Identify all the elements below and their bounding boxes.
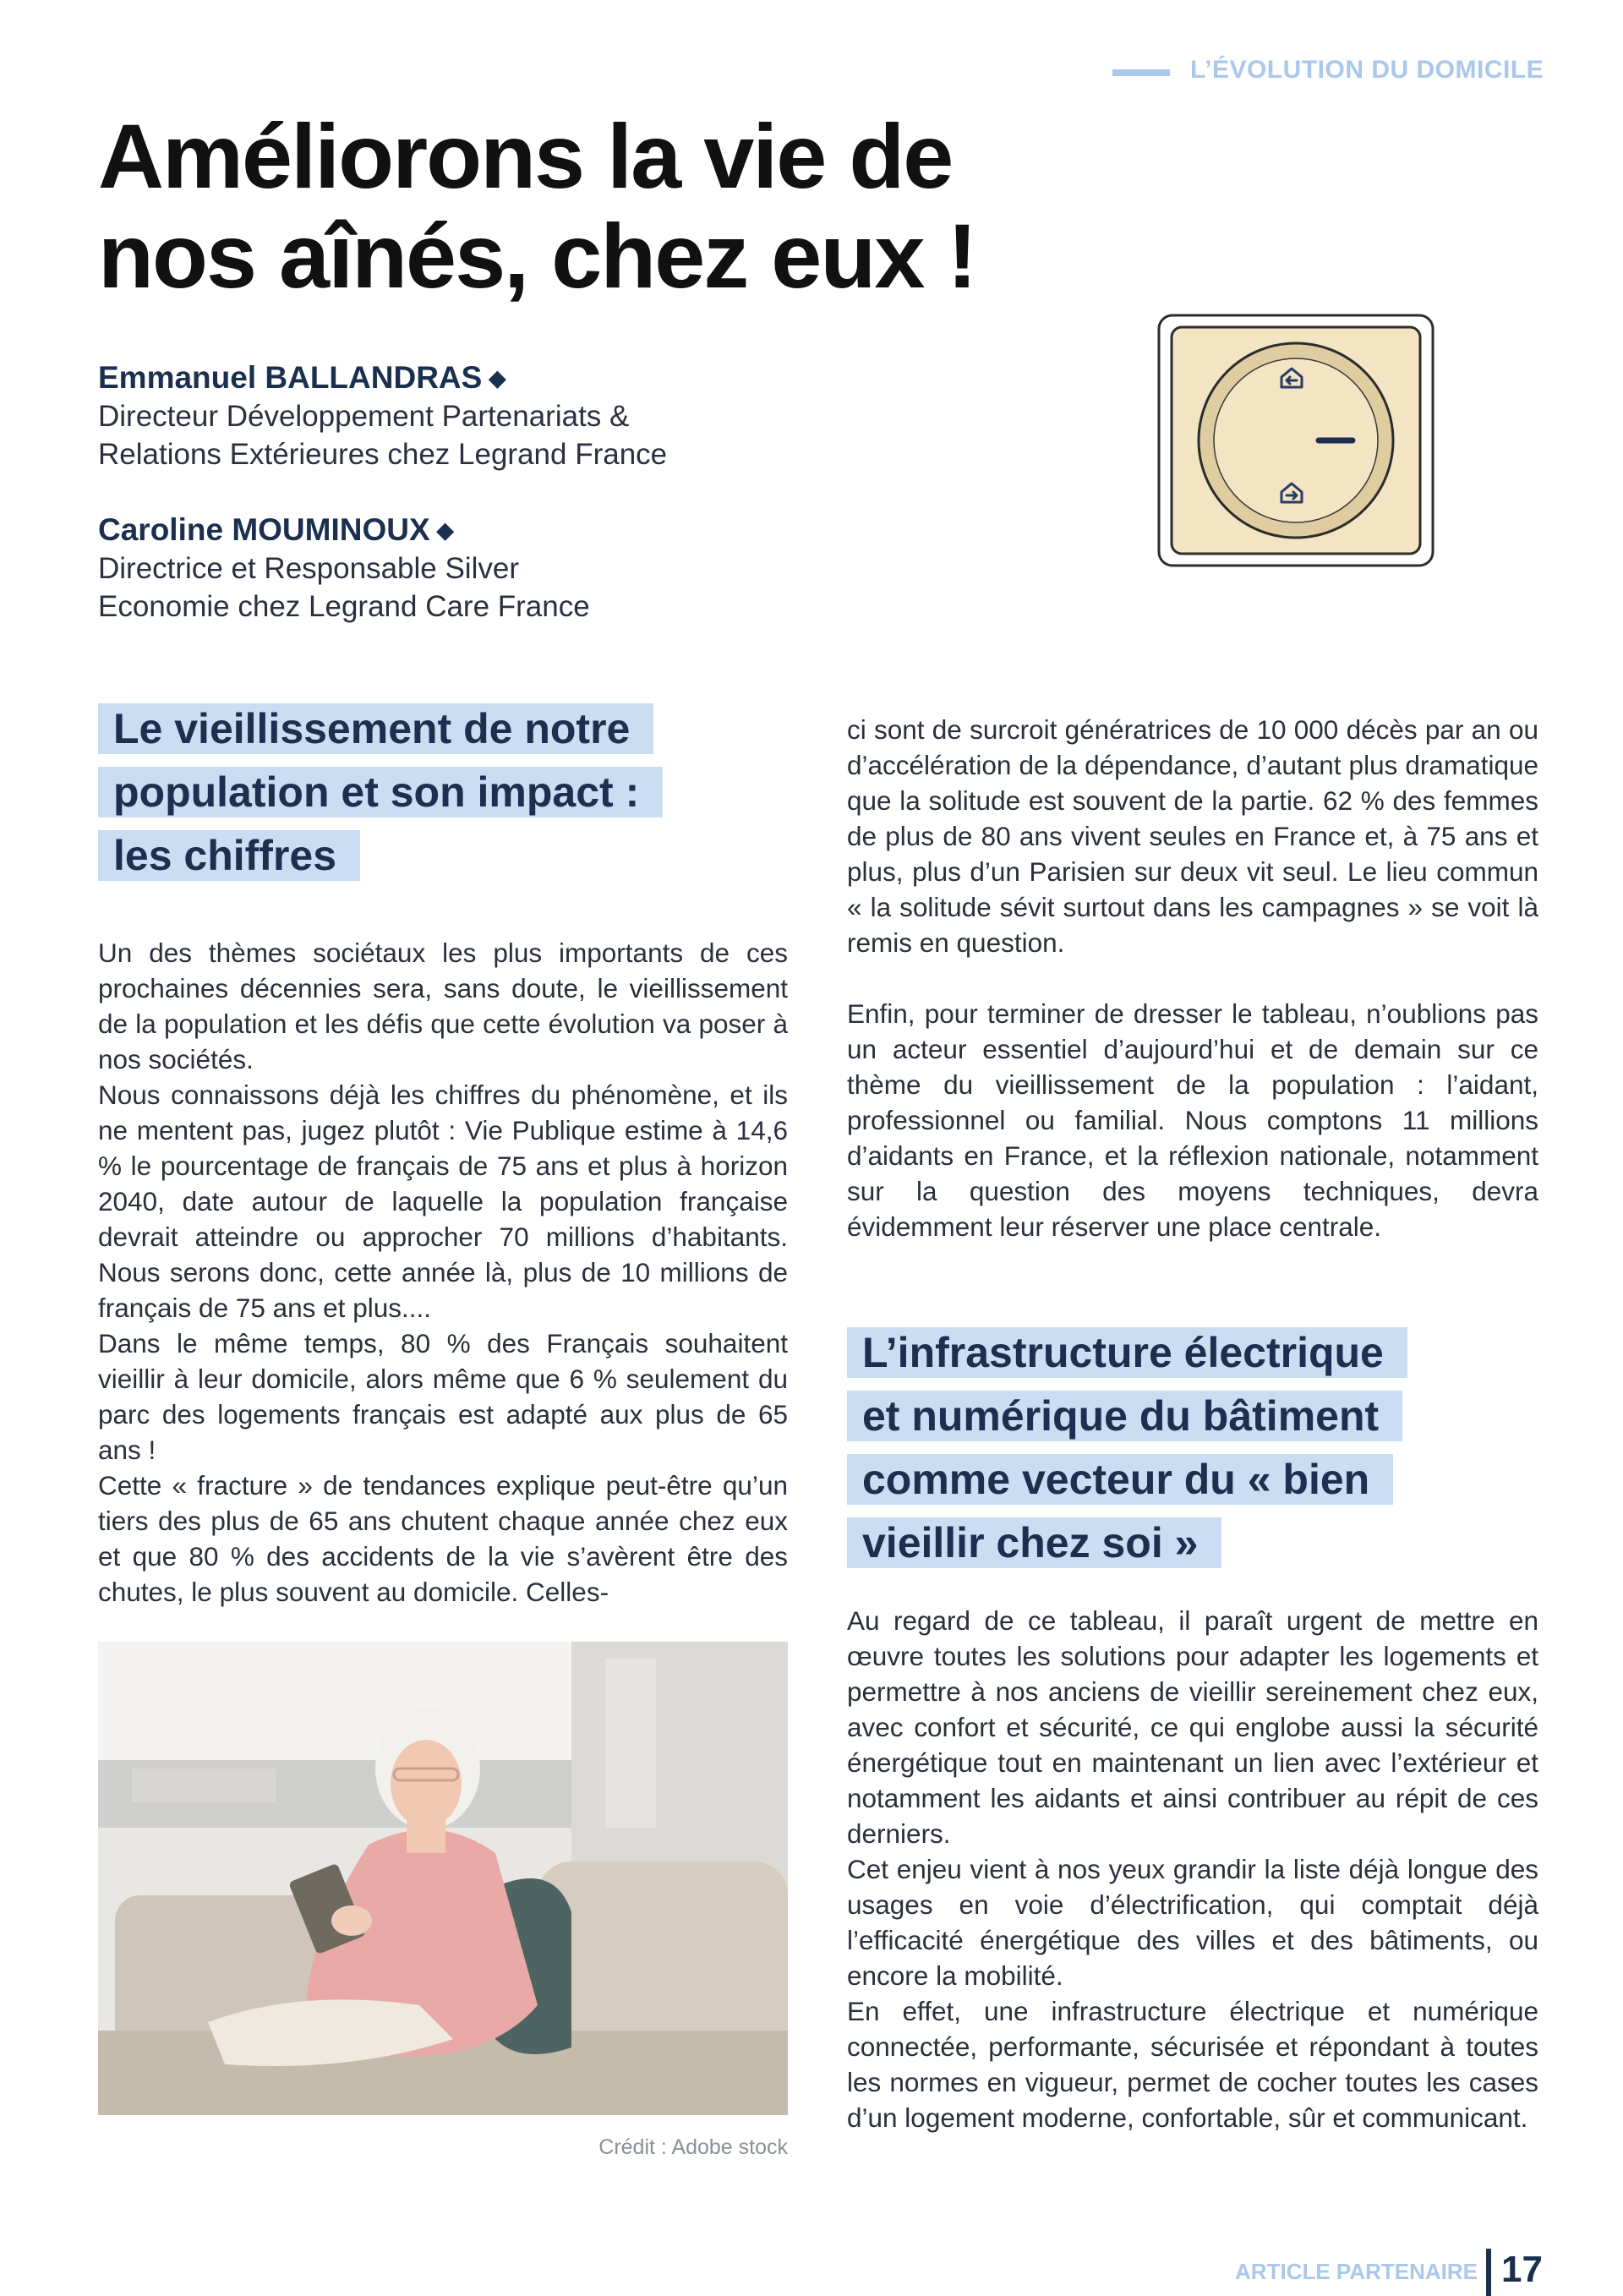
section1-heading: [98, 703, 663, 894]
body-paragraph: Enfin, pour terminer de dresser le tableau, n’oublions pas un acteur essentiel d’aujourd’hui et de demain sur ce thème du vieillissement de la population : l’aidant, professionnel ou familial. Nous comptons 11 millions d’aidants en France, et la réflexion nationale, notamment sur la question des moyens techniques, devra évidemment leur réserver une place centrale.: [847, 998, 1538, 1242]
body-paragraph: Dans le même temps, 80 % des Français souhaitent vieillir à leur domicile, alors même que 6 % seulement du parc des logements français est adapté aux plus de 65 ans !: [98, 1328, 788, 1465]
author-block-2: [98, 511, 774, 626]
smart-switch-illustration: [1156, 313, 1435, 568]
heading-line: L’infrastructure électrique: [847, 1327, 1407, 1378]
left-column-body: [98, 935, 788, 1610]
diamond-icon: ◆: [436, 517, 454, 543]
footer-divider: [1486, 2249, 1491, 2296]
body-paragraph: ci sont de surcroit génératrices de 10 000 décès par an ou d’accélération de la dépendance, d’autant plus dramatique que la solitude est souvent de la partie. 62 % des femmes de plus de 80 ans vivent seules en France et, à 75 ans et plus, plus d’un Parisien sur deux vit seul. Le lieu commun « la solitude sévit surtout dans les campagnes » se voit là remis en question.: [847, 714, 1538, 958]
right-column-body: [847, 712, 1538, 1244]
body-paragraph: Cet enjeu vient à nos yeux grandir la liste déjà longue des usages en voie d’électrification, qui comptait déjà l’efficacité énergétique des villes et des bâtiments, ou encore la mobilité.: [847, 1854, 1538, 1991]
footer-label: ARTICLE PARTENAIRE: [1235, 2259, 1478, 2284]
author-name-line: [98, 358, 774, 397]
heading-line: et numérique du bâtiment: [847, 1391, 1402, 1441]
author-role-line-1: Directrice et Responsable Silver: [98, 552, 519, 585]
author-name: Emmanuel BALLANDRAS: [98, 360, 483, 395]
author-role-line-2: Economie chez Legrand Care France: [98, 590, 590, 623]
heading-line: Le vieillissement de notre: [98, 703, 653, 754]
body-paragraph: Cette « fracture » de tendances explique peut-être qu’un tiers des plus de 65 ans chutent chaque année chez eux et que 80 % des accidents de la vie s’avèrent être des chutes, le plus souvent au domicile. Celles-: [98, 1470, 788, 1607]
section-label: L’ÉVOLUTION DU DOMICILE: [1190, 56, 1544, 84]
body-paragraph: Nous connaissons déjà les chiffres du phénomène, et ils ne mentent pas, jugez plutôt : Vie Publique estime à 14,6 % le pourcentage de français de 75 ans et plus à horizon 2040, date autour de laquelle la population française devrait atteindre ou approcher 70 millions d’habitants. Nous serons donc, cette année là, plus de 10 millions de français de 75 ans et plus....: [98, 1080, 788, 1323]
section-header-tag: [1112, 56, 1569, 90]
heading-line: population et son impact :: [98, 767, 663, 817]
title-line-1: Améliorons la vie de: [98, 105, 953, 207]
page-number: 17: [1501, 2249, 1543, 2290]
author-name-line: [98, 511, 774, 549]
elderly-woman-photo: [98, 1642, 788, 2115]
page-title: [98, 107, 1112, 306]
section2-body: [847, 1603, 1538, 2135]
author-name: Caroline MOUMINOUX: [98, 512, 430, 547]
header-accent-bar: [1112, 69, 1170, 76]
heading-line: comme vecteur du « bien: [847, 1454, 1393, 1505]
title-line-2: nos aînés, chez eux !: [98, 205, 976, 307]
diamond-icon: ◆: [489, 365, 506, 391]
body-paragraph: Au regard de ce tableau, il paraît urgent de mettre en œuvre toutes les solutions pour adapter les logements et permettre à nos anciens de vieillir sereinement chez eux, avec confort et sécurité, ce qui englobe aussi la sécurité énergétique tout en maintenant un lien avec l’extérieur et notamment les aidants et ainsi contribuer au répit de ces derniers.: [847, 1605, 1538, 1849]
body-paragraph: Un des thèmes sociétaux les plus importants de ces prochaines décennies sera, sans doute, le vieillissement de la population et les défis que cette évolution va poser à nos sociétés.: [98, 938, 788, 1074]
author-role-line-2: Relations Extérieures chez Legrand France: [98, 438, 668, 471]
author-role-line-1: Directeur Développement Partenariats &: [98, 400, 630, 433]
body-paragraph: En effet, une infrastructure électrique et numérique connectée, performante, sécurisée et répondant à toutes les normes en vigueur, permet de cocher toutes les cases d’un logement moderne, confortable, sûr et communicant.: [847, 1996, 1538, 2133]
heading-line: les chiffres: [98, 830, 360, 881]
photo-credit: Crédit : Adobe stock: [598, 2135, 788, 2159]
heading-line: vieillir chez soi »: [847, 1517, 1221, 1568]
author-block-1: [98, 358, 774, 473]
section2-heading: [847, 1327, 1407, 1581]
